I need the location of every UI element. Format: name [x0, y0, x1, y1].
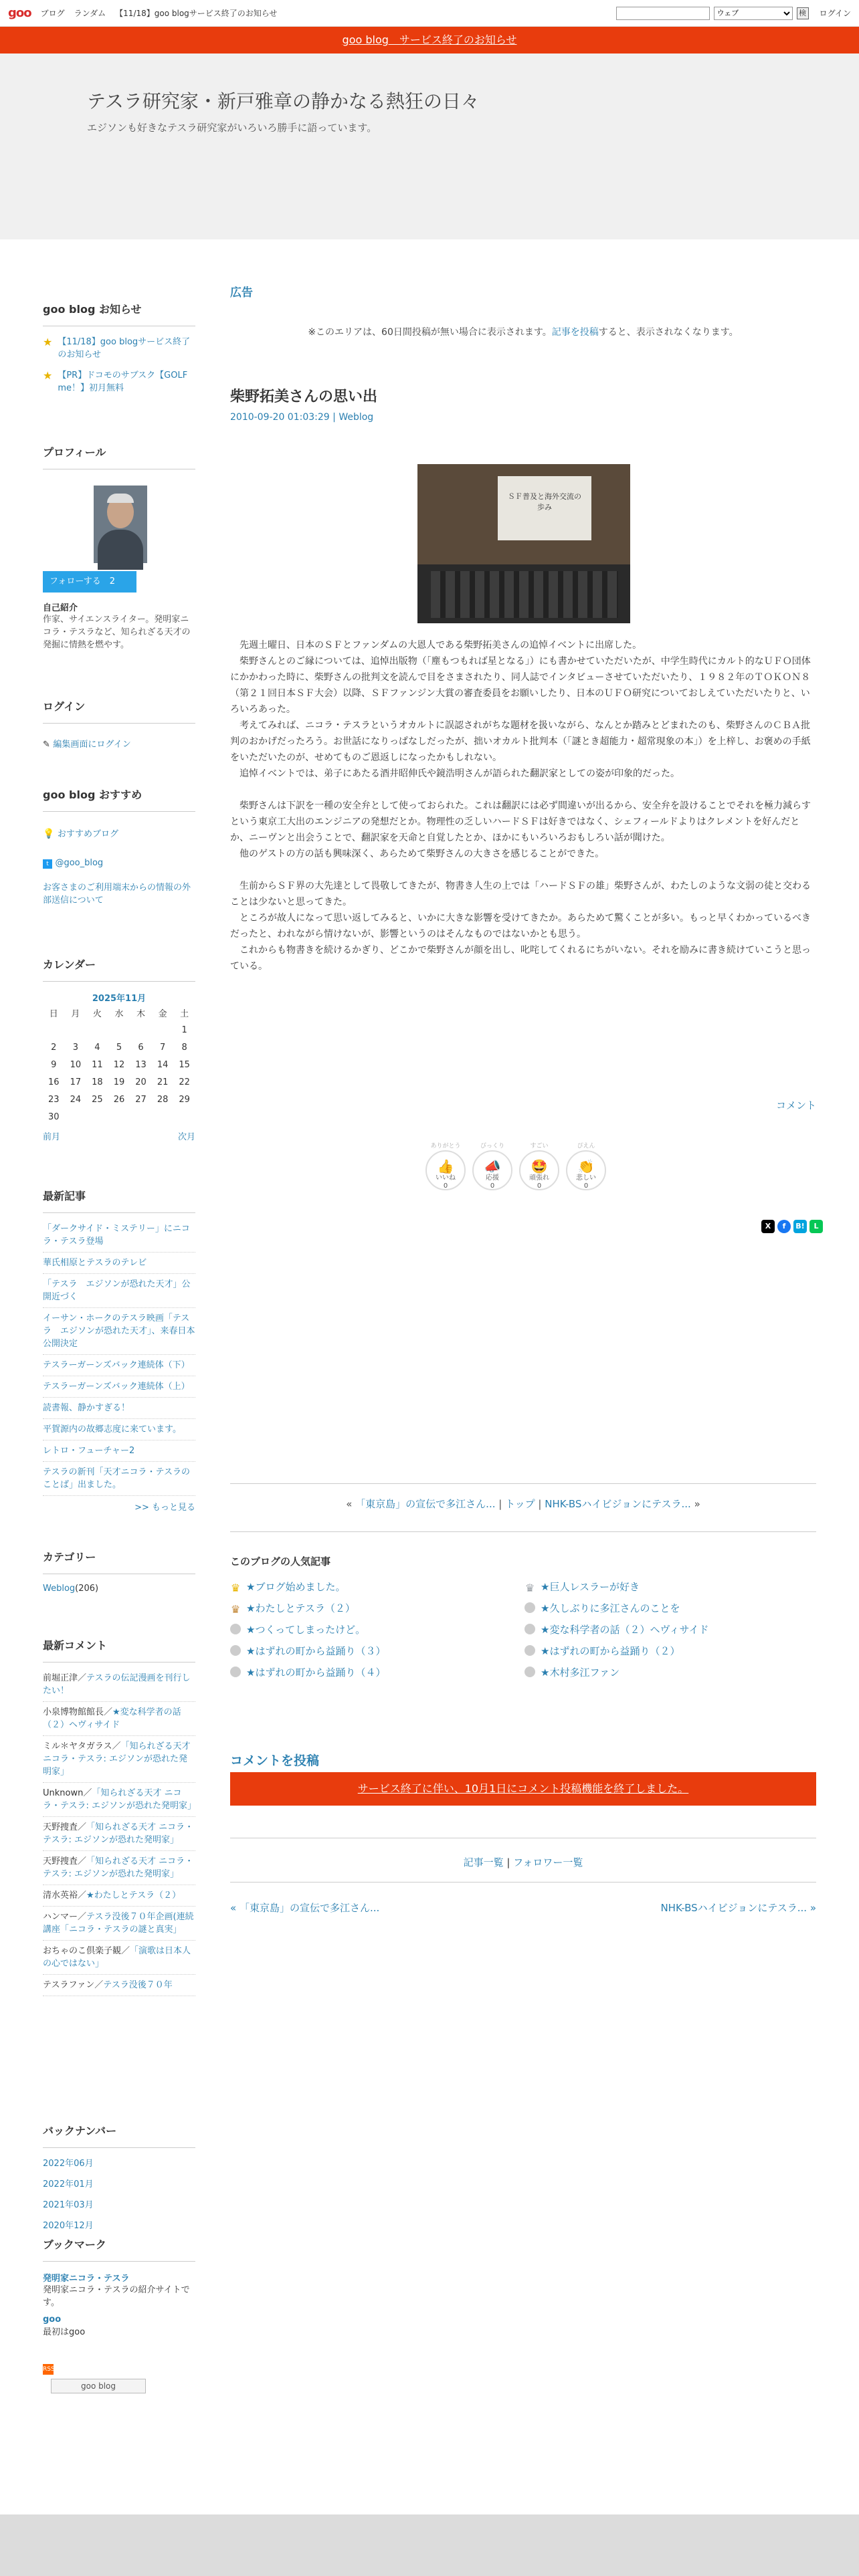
post-paragraph: 他のゲストの方の話も興味深く、あらためて柴野さんの大きさを感じることができた。 [230, 849, 605, 859]
x-share-icon[interactable]: X [761, 1220, 775, 1233]
comment-item [43, 1672, 195, 1702]
hatena-share-icon[interactable]: B! [793, 1220, 807, 1233]
crown-icon: ♛ [524, 1582, 535, 1594]
comment-sep: ／ [112, 1741, 121, 1751]
calendar-weekday: 火 [92, 1008, 102, 1019]
prev-post-link[interactable]: 「東京島」の宣伝で多江さん... [355, 1498, 496, 1510]
calendar-day[interactable]: 15 [179, 1059, 190, 1070]
post-paragraph: 柴野さんとのご縁については、追悼出版物（「塵もつもれば星となる」）にも書かせていただいたが、中学生時代にカルト的なＵＦＯ団体にかかわった時に、柴野さんの批判文を読んで目をさまされたり、同人誌でインタビューさせていただいたり、１９８２年のＴＯＫＯＮ８（第２１回日本ＳＦ大会）以降、ＳＦファンジン大賞の審査委員をお願いしたり、日本のＵＦＯ研究についておしえていただいたりと、いろいろあった。 [230, 656, 811, 715]
backnumber-link[interactable]: 2022年01月 [43, 2179, 94, 2189]
calendar-day [173, 1108, 195, 1125]
recent-post-link[interactable]: イーサン・ホークのテスラ映画「テスラ エジソンが恐れた天才」、来春日本公開決定 [43, 1312, 195, 1355]
comment-post-link[interactable]: テスラ没後７０年企画(連続講座「ニコラ・テスラの謎と真実」 [43, 1912, 194, 1935]
comment-post-link[interactable]: 「知られざる天才 ニコラ・テスラ: エジソンが恐れた発明家」 [43, 1788, 196, 1811]
goo-blog-twitter-link[interactable]: @goo_blog [55, 858, 104, 868]
megaphone-icon: 📣 [484, 1158, 501, 1174]
facebook-share-icon[interactable]: f [777, 1220, 791, 1233]
edit-login-link[interactable]: 編集画面にログイン [53, 740, 131, 750]
popular-post-link[interactable]: ★つくってしまったけど。 [246, 1624, 366, 1636]
recent-post-link[interactable]: 華氏相原とテスラのテレビ [43, 1257, 195, 1274]
popular-item [524, 1622, 709, 1636]
reaction-caption: すごい [530, 1143, 549, 1150]
reaction-button-1[interactable] [425, 1143, 466, 1190]
backnumber-section [43, 2123, 195, 2231]
recent-post-link[interactable]: テスラーガーンズバック連続体（下） [43, 1359, 195, 1376]
page-footer [0, 2514, 859, 2576]
search-scope-select[interactable] [714, 7, 793, 20]
recent-heading: 最新記事 [43, 1188, 195, 1213]
popular-post-link[interactable]: ★はずれの町から益踊り（２） [541, 1645, 680, 1657]
calendar-prev-link[interactable]: 前月 [43, 1132, 61, 1142]
calendar-day[interactable]: 6 [138, 1042, 144, 1053]
post-meta: 2010-09-20 01:03:29 | Weblog [230, 412, 374, 423]
calendar-day[interactable]: 22 [179, 1077, 190, 1087]
popular-item [524, 1601, 680, 1615]
comment-author: 清水英裕 [43, 1891, 78, 1901]
calendar-weekday: 月 [71, 1008, 80, 1019]
search-button[interactable]: 検 [797, 7, 809, 19]
external-transmission-link[interactable]: お客さまのご利用端末からの情報の外部送信について [43, 883, 191, 905]
post-date: 2010-09-20 01:03:29 [230, 412, 330, 423]
star-icon: ★ [43, 369, 53, 382]
post-photo[interactable] [417, 464, 630, 623]
comment-post-link[interactable]: ★変な科学者の話（２）ヘヴィサイド [43, 1707, 181, 1730]
popular-item [524, 1665, 619, 1679]
reaction-count: 0 [443, 1182, 448, 1190]
bookmark-heading: ブックマーク [43, 2236, 195, 2262]
rank-dot-icon [524, 1667, 535, 1677]
top-link[interactable]: トップ [505, 1498, 535, 1510]
comment-item [43, 1740, 195, 1783]
category-weblog-link[interactable]: Weblog [43, 1584, 76, 1594]
calendar-day[interactable]: 17 [70, 1077, 82, 1087]
calendar-table [43, 1004, 195, 1125]
star-eyes-icon: 🤩 [531, 1158, 548, 1174]
post-paragraph [230, 782, 816, 798]
popular-item [524, 1644, 680, 1658]
bottom-prev-nav: « 「東京島」の宣伝で多江さん... [230, 1902, 380, 1914]
bottom-prev-link[interactable]: 「東京島」の宣伝で多江さん... [239, 1902, 380, 1914]
calendar-day [86, 1021, 108, 1039]
calendar-day[interactable]: 14 [157, 1059, 169, 1070]
calendar-heading: カレンダー [43, 956, 195, 982]
topbar-notice[interactable]: 【11/18】goo blogサービス終了のお知らせ [115, 9, 278, 18]
page-body [0, 239, 859, 2514]
reaction-label: 悲しい [576, 1174, 596, 1182]
reaction-button-3[interactable] [519, 1143, 559, 1190]
star-icon: ★ [43, 336, 53, 348]
post-list-link[interactable]: 記事一覧 [463, 1856, 504, 1868]
post-body [230, 637, 816, 974]
blog-title[interactable]: テスラ研究家・新戸雅章の静かなる熱狂の日々 [87, 90, 480, 112]
profile-avatar[interactable] [94, 486, 147, 563]
calendar-month: 2025年11月 [92, 994, 147, 1004]
calendar-day[interactable]: 7 [159, 1042, 166, 1053]
calendar-day[interactable]: 16 [48, 1077, 60, 1087]
recent-comments-section [43, 1637, 195, 2000]
calendar-day [65, 1021, 87, 1039]
comment-sep: ／ [94, 1980, 104, 1990]
backnumber-link[interactable]: 2022年06月 [43, 2159, 94, 2169]
comment-author: 天野捜査 [43, 1822, 78, 1832]
thumbs-up-icon: 👍 [437, 1158, 454, 1174]
post-paragraph: 考えてみれば、ニコラ・テスラというオカルトに誤認されがちな題材を扱いながら、なんとか踏みとどまれたのも、柴野さんのＣＢＡ批判のおかげだったろう。お世話になりっぱなしだったが、拙いオカルト批判本（「謎とき超能力・超常現象の本」）を上梓し、お褒めの手紙をいただいたのが、せめてものご恩返しになったかもしれない。 [230, 720, 811, 763]
backnumber-link[interactable]: 2020年12月 [43, 2221, 94, 2231]
calendar-day[interactable]: 26 [113, 1094, 125, 1105]
follow-count: 2 [109, 576, 115, 586]
post-title[interactable]: 柴野拓美さんの思い出 [230, 389, 378, 405]
comment-sep: ／ [104, 1707, 113, 1717]
calendar-day [43, 1021, 65, 1039]
rank-dot-icon [524, 1645, 535, 1656]
ad-note-text-2: すると、表示されなくなります。 [598, 327, 739, 338]
popular-post-link[interactable]: ★はずれの町から益踊り（３） [246, 1645, 386, 1657]
calendar-weekday: 金 [158, 1008, 167, 1019]
calendar-weekday: 木 [136, 1008, 146, 1019]
recommended-blogs-link[interactable]: おすすめブログ [57, 829, 119, 839]
post-paragraph: 先週土曜日、日本のＳＦとファンダムの大恩人である柴野拓美さんの追悼イベントに出席した。 [230, 640, 642, 651]
notice-section [43, 301, 195, 395]
goo-blog-badge[interactable]: goo blog [51, 2379, 146, 2393]
comment-sep: ／ [78, 1673, 87, 1683]
category-heading: カテゴリー [43, 1549, 195, 1574]
service-end-link[interactable]: goo blog サービス終了のお知らせ [342, 33, 517, 46]
rank-dot-icon [230, 1624, 241, 1634]
bulb-icon: 💡 [43, 829, 55, 839]
post-paragraph: これからも物書きを続けるかぎり、どこかで柴野さんが顔を出し、叱咤してくれるにちがいない。それを励みに書き続けていこうと思っている。 [230, 945, 811, 972]
comment-author: Unknown [43, 1788, 84, 1798]
notice-heading: goo blog お知らせ [43, 301, 195, 326]
comment-author: テスラファン [43, 1980, 95, 1990]
comment-item [43, 1911, 195, 1941]
comment-item [43, 1706, 195, 1736]
calendar-day[interactable]: 27 [135, 1094, 147, 1105]
calendar-day[interactable]: 23 [48, 1094, 60, 1105]
comment-item [43, 1855, 195, 1885]
reaction-count: 0 [583, 1182, 589, 1190]
comment-item [43, 1979, 195, 1996]
hand-icon: 👏 [577, 1158, 595, 1174]
recent-post-link[interactable]: 読書報、静かすぎる！ [43, 1402, 195, 1419]
recent-posts-section [43, 1188, 195, 1513]
calendar-day[interactable]: 25 [92, 1094, 103, 1105]
photo-screen-text: ＳＦ普及と海外交流の歩み [508, 492, 581, 512]
recent-post-link[interactable]: 「ダークサイド・ミステリー」にニコラ・テスラ登場 [43, 1222, 195, 1253]
comment-author: 前堀正津 [43, 1673, 78, 1683]
popular-heading: このブログの人気記事 [230, 1555, 331, 1568]
reaction-label: 頑張れ [529, 1174, 549, 1182]
comment-sep: ／ [78, 1912, 87, 1922]
reaction-count: 0 [490, 1182, 495, 1190]
comment-author: 小泉博物館館長 [43, 1707, 104, 1717]
more-posts-link[interactable]: >> もっと見る [134, 1503, 195, 1513]
recent-post-link[interactable]: 「テスラ エジソンが恐れた天才」公開近づく [43, 1278, 195, 1308]
comment-item [43, 1821, 195, 1851]
backnumber-link[interactable]: 2021年03月 [43, 2200, 94, 2210]
calendar-weekday: 日 [49, 1008, 58, 1019]
goo-logo[interactable]: goo [8, 6, 31, 20]
pencil-icon: ✎ [43, 740, 50, 750]
line-share-icon[interactable]: L [809, 1220, 823, 1233]
calendar-day[interactable]: 20 [135, 1077, 147, 1087]
calendar-weekday: 水 [114, 1008, 124, 1019]
calendar-day[interactable]: 18 [92, 1077, 103, 1087]
profile-section [43, 444, 195, 651]
calendar-day[interactable]: 13 [135, 1059, 147, 1070]
calendar-day [65, 1108, 87, 1125]
popular-post-link[interactable]: ★木村多江ファン [541, 1667, 620, 1679]
intro-text: 作家、サイエンスライター。発明家ニコラ・テスラなど、知られざる天才の発掘に情熱を燃やす。 [43, 615, 191, 650]
post-category-link[interactable]: Weblog [339, 412, 374, 423]
calendar-day [152, 1108, 174, 1125]
post-paragraph: 追悼イベントでは、弟子にあたる酒井昭伸氏や鏡浩明さんが語られた翻訳家としての姿が印象的だった。 [230, 768, 680, 779]
calendar-day [152, 1021, 174, 1039]
calendar-day [108, 1021, 130, 1039]
list-links: 記事一覧 | フォロワー一覧 [463, 1856, 583, 1868]
comment-post-link[interactable]: ★わたしとテスラ（２） [86, 1891, 181, 1901]
notice-link-pr[interactable]: 【PR】ドコモのサブスク【GOLF me！】初月無料 [58, 370, 188, 393]
comment-author: ミル＊ヤタガラス [43, 1741, 112, 1751]
comments-heading: 最新コメント [43, 1637, 195, 1662]
twitter-icon: t [43, 859, 52, 869]
bottom-next-nav: NHK-BSハイビジョンにテスラ... » [660, 1902, 816, 1914]
recommend-heading: goo blog おすすめ [43, 786, 195, 812]
comment-post-link[interactable]: 「知られざる天才 ニコラ・テスラ: エジソンが恐れた発明家」 [43, 1822, 194, 1845]
post-paragraph [230, 862, 816, 878]
popular-item [230, 1644, 385, 1658]
reaction-caption: ぴえん [577, 1143, 595, 1150]
reaction-caption: ありがとう [430, 1143, 461, 1150]
post-paragraph: 生前からＳＦ界の大先達として畏敬してきたが、物書き人生の上では「ハードＳＦの雄」柴野さんが、わたしのような文弱の徒と交わることは少ないと思ってきた。 [230, 881, 811, 907]
comment-post-link[interactable]: テスラ没後７０年 [103, 1980, 173, 1990]
comment-post-link[interactable]: 「知られざる天才 ニコラ・テスラ: エジソンが恐れた発明家」 [43, 1856, 194, 1879]
calendar-section [43, 956, 195, 1142]
calendar-day[interactable]: 10 [70, 1059, 82, 1070]
comment-author: 天野捜査 [43, 1856, 78, 1866]
rank-dot-icon [524, 1602, 535, 1613]
profile-heading: プロフィール [43, 444, 195, 469]
service-end-banner[interactable] [0, 27, 859, 53]
calendar-day[interactable]: 5 [116, 1042, 122, 1053]
calendar-day[interactable]: 1 [181, 1025, 187, 1035]
recent-post-link[interactable]: テスラーガーンズバック連続体（上） [43, 1380, 195, 1398]
search-input[interactable] [616, 7, 710, 20]
comment-item [43, 1889, 195, 1907]
crown-icon: ♛ [230, 1603, 241, 1616]
calendar-day[interactable]: 28 [157, 1094, 169, 1105]
popular-post-link[interactable]: ★はずれの町から益踊り（４） [246, 1667, 386, 1679]
comment-closed-text[interactable]: サービス終了に伴い、10月1日にコメント投稿機能を終了しました。 [357, 1782, 689, 1795]
calendar-day [86, 1108, 108, 1125]
popular-item [230, 1580, 345, 1594]
blog-header [0, 53, 859, 239]
topbar-link-random[interactable]: ランダム [74, 9, 106, 18]
popular-item [230, 1622, 365, 1636]
comment-sep: ／ [78, 1856, 87, 1866]
popular-post-link[interactable]: ★わたしとテスラ（２） [246, 1602, 355, 1614]
reaction-count: 0 [537, 1182, 542, 1190]
follow-label: フォローする [50, 576, 101, 586]
ad-note [230, 325, 816, 338]
category-count: (206) [75, 1584, 99, 1594]
calendar-day[interactable]: 4 [94, 1042, 100, 1053]
crown-icon: ♛ [230, 1582, 241, 1594]
popular-post-link[interactable]: ★久しぶりに多江さんのことを [541, 1602, 680, 1614]
popular-post-link[interactable]: ★巨人レスラーが好き [541, 1581, 640, 1593]
comment-link[interactable]: コメント [775, 1099, 816, 1111]
calendar-day[interactable]: 8 [181, 1042, 187, 1053]
ad-heading: 広告 [230, 286, 253, 300]
post-navigation: « 「東京島」の宣伝で多江さん... | トップ | NHK-BSハイビジョンにテスラ... » [346, 1498, 700, 1510]
calendar-day[interactable]: 24 [70, 1094, 82, 1105]
calendar-day [130, 1021, 152, 1039]
reaction-button-4[interactable] [566, 1143, 606, 1190]
rank-dot-icon [230, 1645, 241, 1656]
comment-sep: ／ [83, 1788, 92, 1798]
comment-post-link[interactable]: テスラの伝記漫画を刊行したい！ [43, 1673, 191, 1696]
comment-author: おちゃのこ倶楽子観 [43, 1946, 122, 1956]
calendar-day[interactable]: 12 [113, 1059, 125, 1070]
rank-dot-icon [524, 1624, 535, 1634]
calendar-day [108, 1108, 130, 1125]
reaction-caption: びっくり [480, 1143, 504, 1150]
recent-post-link[interactable]: 平賀源内の故郷志度に来ています。 [43, 1423, 195, 1440]
bookmark-tesla-desc: 発明家ニコラ・テスラの紹介サイトです。 [43, 2285, 190, 2308]
comment-post-link[interactable]: 「知られざる天才 ニコラ・テスラ: エジソンが恐れた発明家」 [43, 1741, 191, 1777]
comment-author: ハンマー [43, 1912, 78, 1922]
calendar-day[interactable]: 2 [51, 1042, 57, 1053]
follower-list-link[interactable]: フォロワー一覧 [513, 1856, 583, 1868]
bookmark-goo-link[interactable]: goo [43, 2315, 62, 2325]
calendar-weekday: 土 [180, 1008, 189, 1019]
reaction-button-2[interactable] [472, 1143, 512, 1190]
calendar-day[interactable]: 3 [72, 1042, 78, 1053]
calendar-next-link[interactable]: 次月 [177, 1132, 195, 1142]
login-section [43, 698, 195, 751]
notice-link-service-end[interactable]: 【11/18】goo blogサービス終了のお知らせ [58, 337, 191, 360]
next-post-link[interactable]: NHK-BSハイビジョンにテスラ... [545, 1498, 691, 1510]
rss-icon[interactable]: RSS [43, 2364, 54, 2375]
comment-sep: ／ [78, 1891, 87, 1901]
comment-post-heading: コメントを投稿 [230, 1753, 320, 1768]
reaction-label: いいね [436, 1174, 456, 1182]
follow-button[interactable] [43, 571, 136, 593]
blog-description: エジソンも好きなテスラ研究家がいろいろ勝手に語っています。 [87, 122, 377, 134]
reaction-label: 応援 [486, 1174, 499, 1182]
topbar-link-blog[interactable]: ブログ [40, 9, 65, 18]
post-paragraph: 柴野さんは下訳を一種の安全弁として使っておられた。これは翻訳には必ず間違いが出るから、安全弁を設けることでそれを極力減らすという東京工大出のエンジニアの発想だとか。物理性の乏しいハードＳＦは好きではなく、シェフィールドよりはクレメントを好んだとか、ニーヴンと出会うことで、翻訳家を天命と自覚したとか、ほかにもいろいろおもしろい話が聞けた。 [230, 800, 811, 843]
login-heading: ログイン [43, 698, 195, 724]
comment-item [43, 1945, 195, 1975]
calendar-day[interactable]: 29 [179, 1094, 190, 1105]
comment-sep: ／ [78, 1822, 87, 1832]
top-bar [0, 0, 859, 27]
bookmark-goo-desc: 最初はgoo [43, 2327, 86, 2337]
bookmark-tesla-link[interactable]: 発明家ニコラ・テスラ [43, 2274, 130, 2284]
bookmark-section [43, 2236, 195, 2393]
ad-note-text: ※このエリアは、60日間投稿が無い場合に表示されます。 [308, 327, 552, 338]
popular-item [230, 1601, 355, 1615]
comment-sep: ／ [121, 1946, 130, 1956]
post-paragraph: ところが故人になって思い返してみると、いかに大きな影響を受けてきたか。あらためて驚くことが多い。もっと早くわかっているべきだったと、われながら情けないが、影響というのはそんなものではないかとも思う。 [230, 913, 811, 940]
intro-heading: 自己紹介 [43, 603, 78, 613]
comment-closed-banner[interactable] [230, 1772, 816, 1806]
popular-post-link[interactable]: ★ブログ始めました。 [246, 1581, 346, 1593]
calendar-day [130, 1108, 152, 1125]
calendar-day[interactable]: 30 [48, 1111, 60, 1122]
recent-post-link[interactable]: テスラの新刊「天才ニコラ・テスラのことば」出ました。 [43, 1466, 195, 1496]
backnumber-heading: バックナンバー [43, 2123, 195, 2148]
calendar-day[interactable]: 19 [113, 1077, 125, 1087]
login-link[interactable]: ログイン [819, 9, 851, 18]
popular-item [524, 1580, 640, 1594]
comment-item [43, 1787, 195, 1817]
recent-post-link[interactable]: レトロ・フューチャー2 [43, 1444, 195, 1462]
bottom-next-link[interactable]: NHK-BSハイビジョンにテスラ... [660, 1902, 807, 1914]
rank-dot-icon [230, 1667, 241, 1677]
calendar-day[interactable]: 21 [157, 1077, 169, 1087]
post-article-link[interactable]: 記事を投稿 [551, 327, 599, 338]
recommend-section [43, 786, 195, 907]
calendar-day[interactable]: 11 [92, 1059, 103, 1070]
comment-post-link[interactable]: 「演歌は日本人の心ではない」 [43, 1946, 191, 1969]
popular-item [230, 1665, 385, 1679]
calendar-day[interactable]: 9 [51, 1059, 57, 1070]
popular-post-link[interactable]: ★変な科学者の話（２）ヘヴィサイド [541, 1624, 709, 1636]
category-section [43, 1549, 195, 1594]
